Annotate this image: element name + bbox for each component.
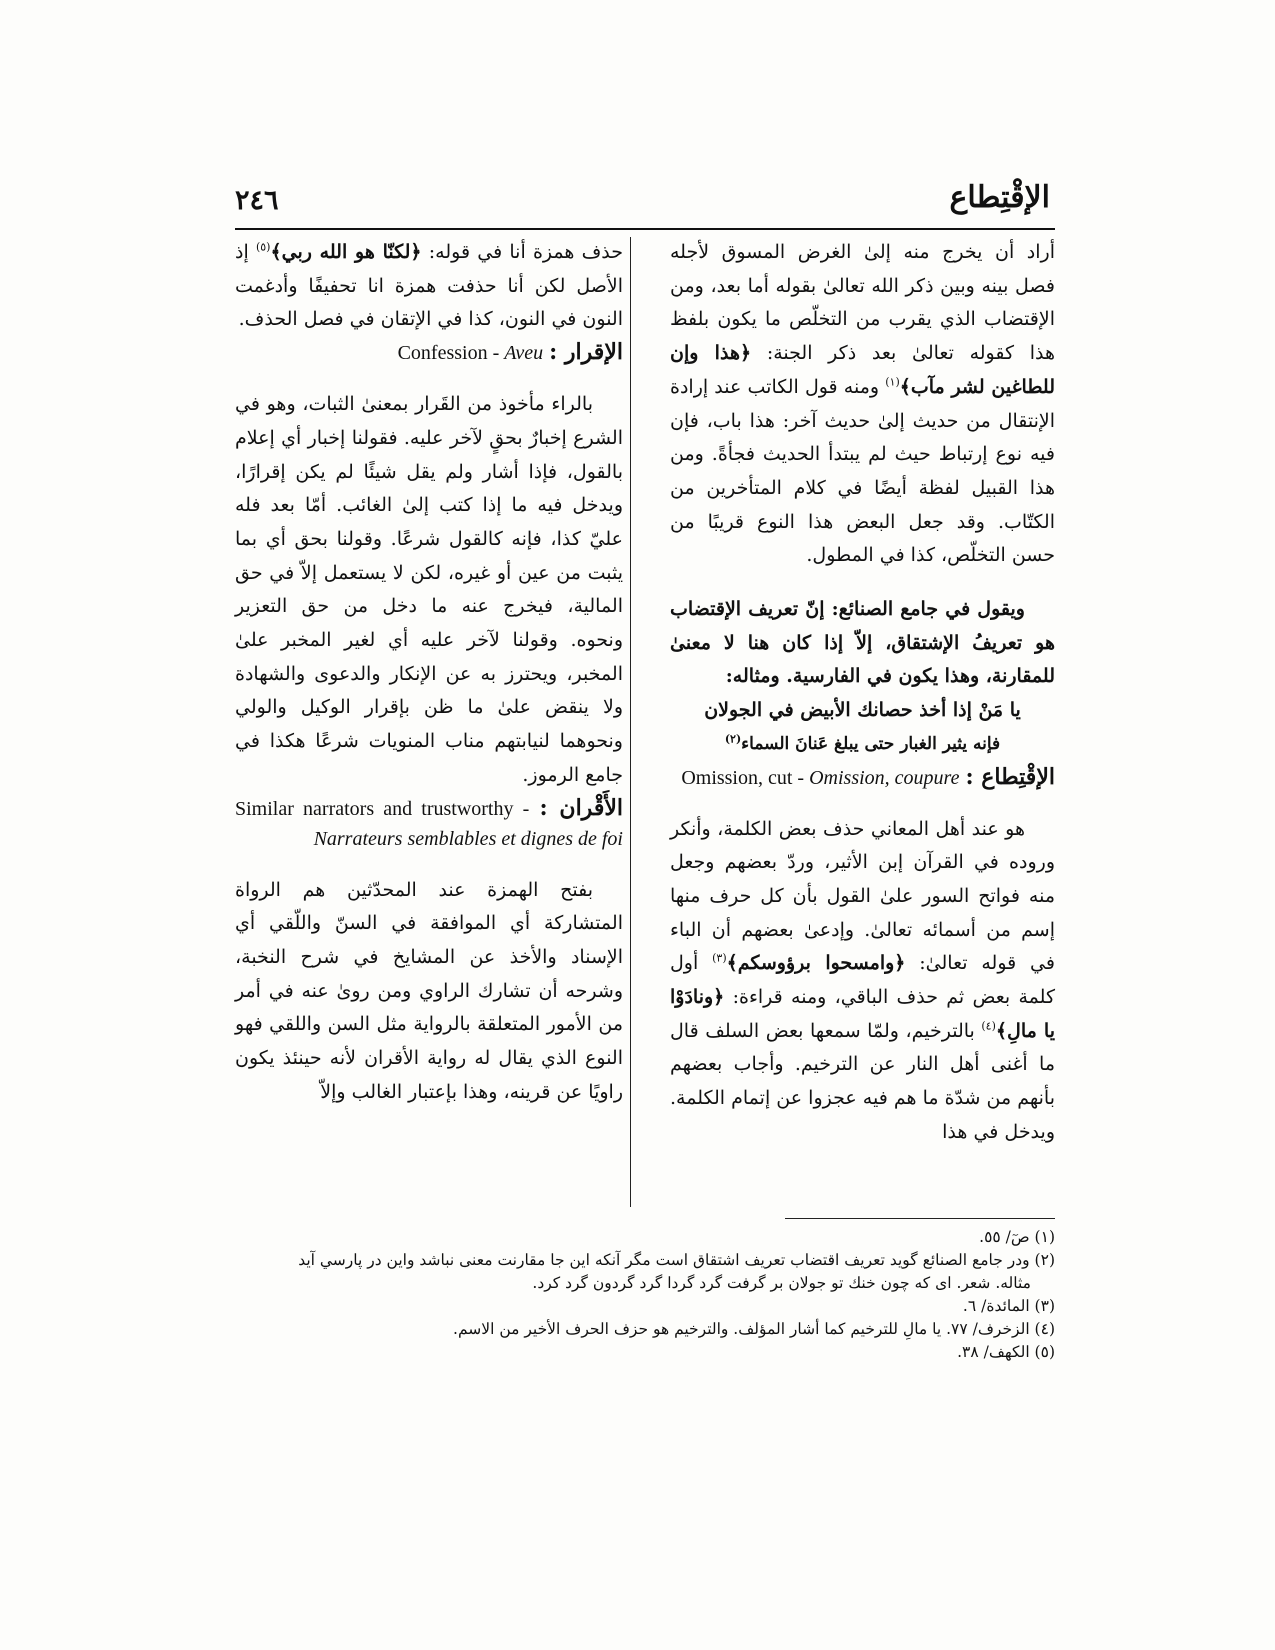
footnote-rule xyxy=(785,1218,1055,1219)
french-translation: Narrateurs semblables et dignes de foi xyxy=(313,827,623,850)
footnote-ref[interactable]: (٥) xyxy=(255,240,271,254)
paragraph-jami-al-sanai xyxy=(670,593,1055,694)
footnote-2-continued: مثاله. شعر. اى كه چون خنك تو جولان بر گرفت گرد گردا گرد گردون گرد كرد. xyxy=(532,1274,1031,1292)
entry-term: الإقرار : xyxy=(549,339,623,366)
footnote-ref[interactable]: (١) xyxy=(885,375,900,389)
left-column xyxy=(235,236,623,1109)
french-translation: Omission, coupure xyxy=(809,766,960,789)
paragraph-iqtidab-continued xyxy=(670,236,1055,573)
footnote-ref[interactable]: (٢) xyxy=(724,732,742,746)
footnote-5: (٥) الكهف/ ٣٨. xyxy=(957,1343,1055,1361)
paragraph-iqrar-definition: بالراء مأخوذ من القَرار بمعنىٰ الثبات، وهو في الشرع إخبارٌ بحقٍ لآخر عليه. فقولنا إخبار أي إعلام بالقول، فإذا أشار ولم يقل شيئًا لم يكن إقرارًا، ويدخل فيه ما إذا كتب إلىٰ الغائب. أمّا بعد فله عليّ كذا، فإنه كالقول شرعًا. وقولنا بحق أي بما يثبت من عين أو غيره، لكن لا يستعمل إلاّ في حق المالية، فيخرج عنه ما دخل من حق التعزير ونحوه. وقولنا لآخر عليه أي لغير المخبر علىٰ المخبر، ويحترز به عن الإنكار والدعوى والشهادة ولا ينقض علىٰ ما ظن بإقرار الوكيل والولي ونحوهما لنيابتهم مناب المنويات شرعًا هكذا في جامع الرموز. xyxy=(235,393,623,786)
page-number: ٢٤٦ xyxy=(235,185,279,216)
running-head-title: الإقْتِطاع xyxy=(949,180,1050,215)
text: بالترخيم، ولمّا سمعها بعض السلف قال ما أغنى أهل النار عن الترخيم. وأجاب بعضهم بأنهم من شدّة ما هم فيه عجزوا عن إتمام الكلمة. ويدخل في هذا xyxy=(670,1019,1055,1143)
entry-heading-iqtita xyxy=(670,762,1055,793)
english-translation: Similar narrators and trustworthy - xyxy=(235,797,530,820)
entry-translation xyxy=(398,342,544,364)
paragraph-iqtita-continued xyxy=(235,236,623,337)
footnote-3: (٣) المائدة/ ٦. xyxy=(962,1297,1055,1315)
footnote-4: (٤) الزخرف/ ٧٧. يا مالِ للترخيم كما أشار المؤلف. والترخيم هو حزف الحرف الأخير من الاسم. xyxy=(453,1320,1055,1338)
footnote-ref[interactable]: (٣) xyxy=(712,952,727,966)
poem-line-1: يا مَنْ إذا أخذ حصانك الأبيض في الجولان xyxy=(704,699,1021,722)
english-translation: Confession - xyxy=(397,342,505,365)
entry-term: الإقْتِطاع : xyxy=(965,763,1055,790)
header-rule xyxy=(235,228,1055,230)
english-translation: Omission, cut - xyxy=(681,766,810,789)
footnotes xyxy=(245,1226,1055,1364)
entry-translation xyxy=(681,767,959,789)
text: إذ الأصل لكن أنا حذفت همزة انا تحفيفًا وأدغمت النون في النون، كذا في الإتقان في فصل الحذف. xyxy=(235,241,623,331)
text: هو عند أهل المعاني حذف بعض الكلمة، وأنكر وروده في القرآن إبن الأثير، وردّ بعضهم وجعل منه فواتح السور علىٰ القول بأن كل حرف منها إسم من أسمائه تعالىٰ. وإدعىٰ بعضهم أن الباء في قوله تعالىٰ: xyxy=(670,817,1055,975)
footnote-2: (٢) ودر جامع الصنائع گويد تعريف اقتضاب تعريف اشتقاق است مگر آنكه اين جا مقارنت معنى نباشد واين در پارسي آيد xyxy=(298,1251,1055,1269)
quran-quote: ﴿وامسحوا برؤوسكم﴾ xyxy=(726,952,906,975)
text: حذف همزة أنا في قوله: xyxy=(428,241,624,263)
text: فإنه يثير الغبار حتى يبلغ عَنانَ السماء xyxy=(741,733,1001,754)
quran-quote: ﴿هذا وإن للطاغين لشر مآب﴾ xyxy=(670,342,1055,398)
poem-line-2 xyxy=(670,728,1055,762)
footnote-ref[interactable]: (٤) xyxy=(981,1019,996,1033)
footnote-1: (١) صٓ/ ٥٥. xyxy=(979,1228,1055,1246)
paragraph-aqran-definition: بفتح الهمزة عند المحدّثين هم الرواة المتشاركة أي الموافقة في السنّ واللّقي أي الإسناد والأخذ عن المشايخ في شرح النخبة، وشرحه أن تشارك الراوي ومن روىٰ عنه في أمر من الأمور المتعلقة بالرواية مثل السن واللقي فهو النوع الذي يقال له رواية الأقران لأنه حينئذ يكون راويًا عن قرينه، وهذا بإعتبار الغالب وإلاّ xyxy=(235,878,623,1103)
right-column xyxy=(670,236,1055,1150)
column-divider xyxy=(630,237,631,1207)
entry-term: الأَقْران : xyxy=(539,794,623,821)
text: أراد أن يخرج منه إلىٰ الغرض المسوق لأجله فصل بينه وبين ذكر الله تعالىٰ بقوله أما بعد، ومن الإقتضاب الذي يقرب من التخلّص ما يكون بلفظ هذا كقوله تعالىٰ بعد ذكر الجنة: xyxy=(670,241,1055,365)
bold-text: ويقول في جامع الصنائع: إنّ تعريف الإقتضاب هو تعريفُ الإشتقاق، إلاّ إذا كان هنا لا معنىٰ للمقارنة، وهذا يكون في الفارسية. ومثاله: xyxy=(670,598,1055,688)
text: أول كلمة بعض ثم حذف الباقي، ومنه قراءة: xyxy=(670,952,1055,1009)
quran-quote: ﴿لكنّا هو الله ربي﴾ xyxy=(270,241,422,263)
french-translation: Aveu xyxy=(504,342,544,365)
entry-heading-iqrar xyxy=(235,337,623,368)
entry-heading-aqran xyxy=(235,793,623,854)
paragraph-iqtita-definition xyxy=(670,813,1055,1150)
text: ومنه قول الكاتب عند إرادة الإنتقال من حديث إلىٰ حديث آخر: هذا باب، فإن فيه نوع إرتباط حيث لم يبتدأ الحديث فجأةً. ومن هذا القبيل لفظة أيضًا في كلام المتأخرين من الكتّاب. وقد جعل البعض هذا النوع قريبًا من حسن التخلّص، كذا في المطول. xyxy=(670,375,1055,567)
quran-quote: ﴿ونادَوْا يا مالِ﴾ xyxy=(670,986,1055,1042)
